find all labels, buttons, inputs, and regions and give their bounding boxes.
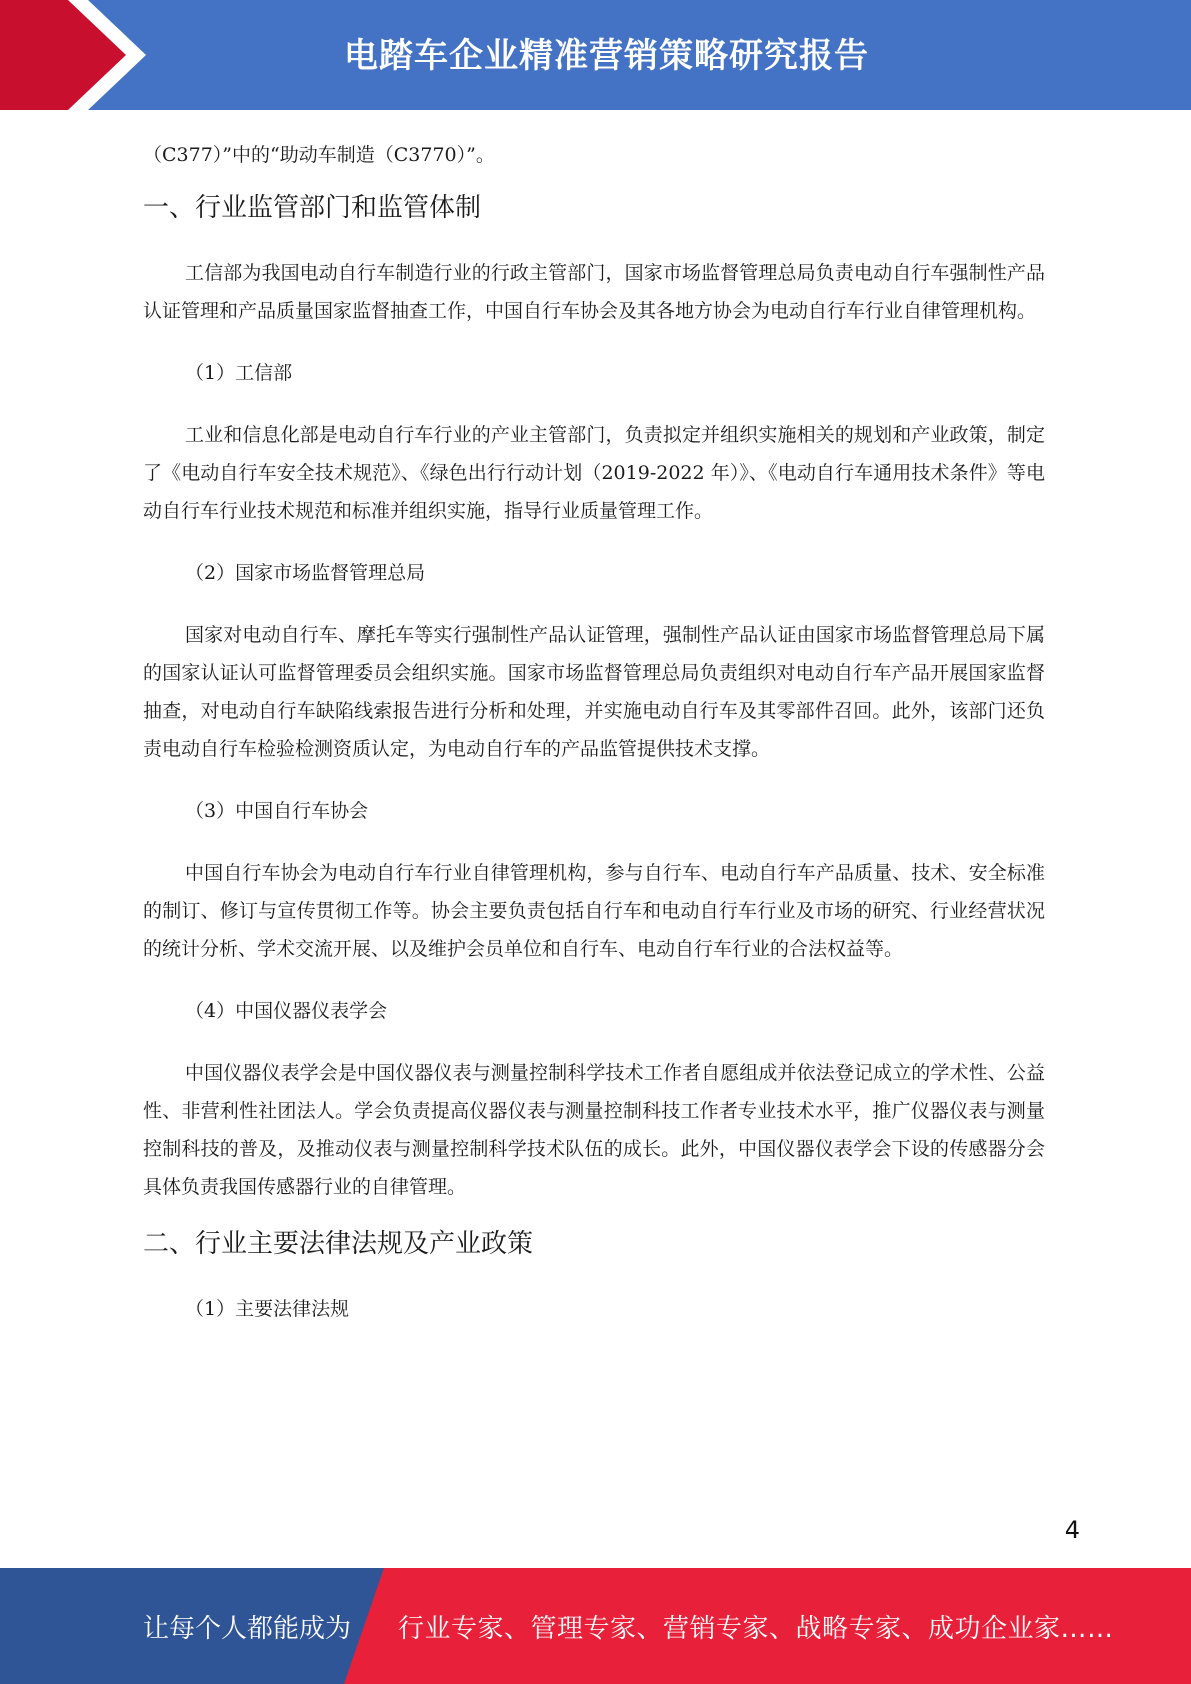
section-1-heading: 一、行业监管部门和监管体制 xyxy=(143,193,482,223)
document-body xyxy=(143,136,1045,1328)
page-header xyxy=(0,0,1191,110)
section-2-sub-1: （1）主要法律法规 xyxy=(185,1298,350,1320)
footer-slogan-left: 让每个人都能成为 xyxy=(143,1614,352,1644)
page-footer xyxy=(0,1568,1191,1684)
section-2-heading: 二、行业主要法律法规及产业政策 xyxy=(143,1229,534,1259)
intro-line: （C377）”中的“助动车制造（C3770）”。 xyxy=(143,144,495,166)
item-3-text: 中国自行车协会为电动自行车行业自律管理机构，参与自行车、电动自行车产品质量、技术、安全标准的制订、修订与宣传贯彻工作等。协会主要负责包括自行车和电动自行车行业及市场的研究、行业经营状况的统计分析、学术交流开展、以及维护会员单位和自行车、电动自行车行业的合法权益等。 xyxy=(143,862,1045,960)
page-number: 4 xyxy=(1064,1516,1080,1544)
item-3-label: （3）中国自行车协会 xyxy=(185,800,369,822)
header-title: 电踏车企业精准营销策略研究报告 xyxy=(344,36,869,76)
item-2-label: （2）国家市场监督管理总局 xyxy=(185,562,426,584)
item-1-text: 工业和信息化部是电动自行车行业的产业主管部门，负责拟定并组织实施相关的规划和产业政策，制定了《电动自行车安全技术规范》、《绿色出行行动计划（2019-2022 年）》、《电动自行车通用技术条件》等电动自行车行业技术规范和标准并组织实施，指导行业质量管理工作。 xyxy=(143,424,1045,522)
item-4-text: 中国仪器仪表学会是中国仪器仪表与测量控制科学技术工作者自愿组成并依法登记成立的学术性、公益性、非营利性社团法人。学会负责提高仪器仪表与测量控制科技工作者专业技术水平，推广仪器仪表与测量控制科技的普及，及推动仪表与测量控制科学技术队伍的成长。此外，中国仪器仪表学会下设的传感器分会具体负责我国传感器行业的自律管理。 xyxy=(143,1062,1045,1198)
footer-slogan-right: 行业专家、管理专家、营销专家、战略专家、成功企业家…… xyxy=(398,1614,1114,1644)
item-1-label: （1）工信部 xyxy=(185,362,293,384)
item-4-label: （4）中国仪器仪表学会 xyxy=(185,1000,388,1022)
item-2-text: 国家对电动自行车、摩托车等实行强制性产品认证管理，强制性产品认证由国家市场监督管理总局下属的国家认证认可监督管理委员会组织实施。国家市场监督管理总局负责组织对电动自行车产品开展国家监督抽查，对电动自行车缺陷线索报告进行分析和处理，并实施电动自行车及其零部件召回。此外，该部门还负责电动自行车检验检测资质认定，为电动自行车的产品监管提供技术支撑。 xyxy=(143,624,1045,760)
section-1-paragraph: 工信部为我国电动自行车制造行业的行政主管部门，国家市场监督管理总局负责电动自行车强制性产品认证管理和产品质量国家监督抽查工作，中国自行车协会及其各地方协会为电动自行车行业自律管理机构。 xyxy=(143,262,1045,322)
